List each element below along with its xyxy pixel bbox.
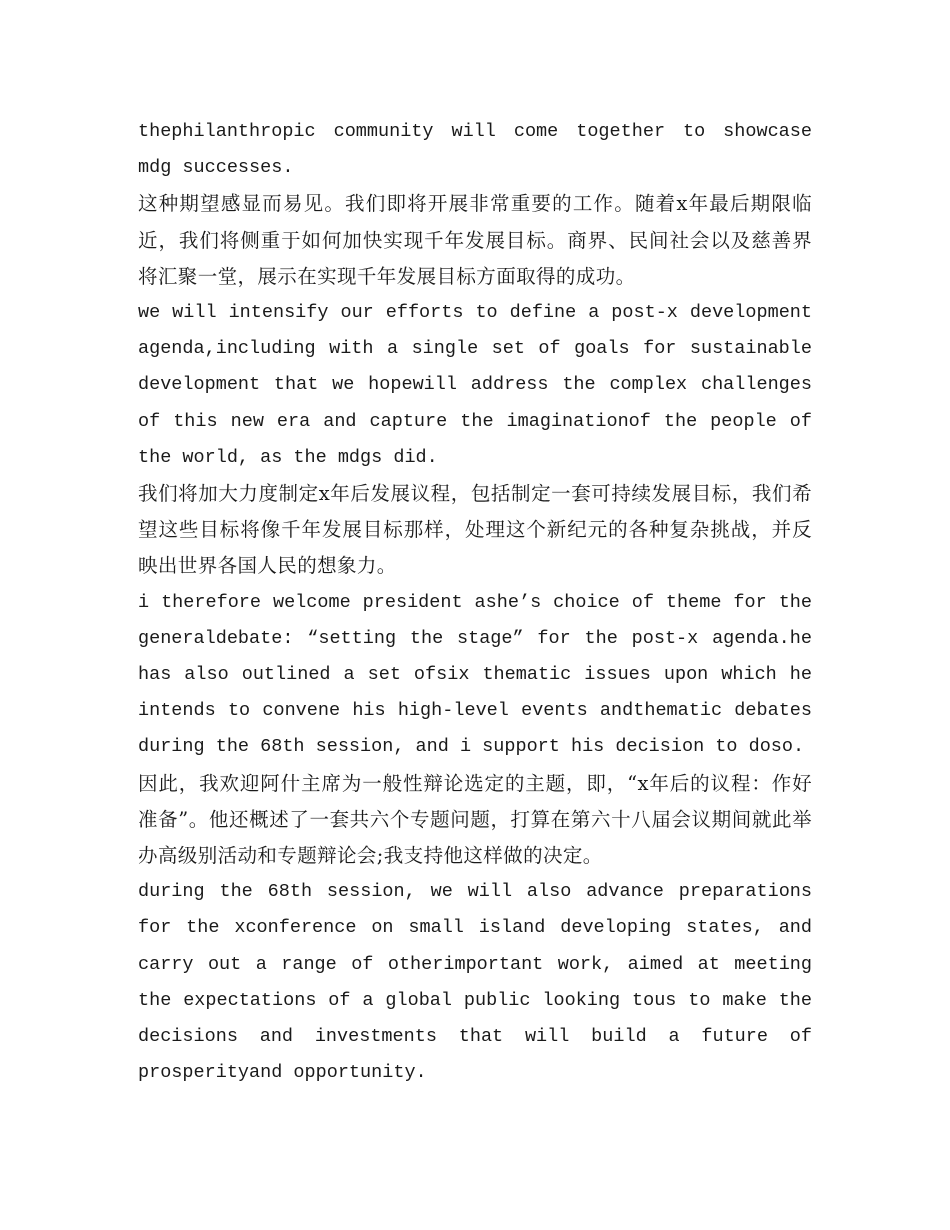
paragraph-chinese: 我们将加大力度制定x年后发展议程，包括制定一套可持续发展目标，我们希望这些目标将像千年发展目标那样，处理这个新纪元的各种复杂挑战，并反映出世界各国人民的想象力。	[138, 482, 812, 578]
paragraph-chinese: 这种期望感显而易见。我们即将开展非常重要的工作。随着x年最后期限临近，我们将侧重于如何加快实现千年发展目标。商界、民间社会以及慈善界将汇聚一堂，展示在实现千年发展目标方面取得的成功。	[138, 192, 812, 288]
paragraph-english: we will intensify our efforts to define a post-x development agenda,including with a single set of goals for sustainable development that we hopewill address the complex challenges of this new era and capture the imaginationof the people of the world, as the mdgs did.	[138, 302, 812, 468]
paragraph-chinese: 因此，我欢迎阿什主席为一般性辩论选定的主题，即，“x年后的议程：作好准备”。他还概述了一套共六个专题问题，打算在第六十八届会议期间就此举办高级别活动和专题辩论会;我支持他这样做的决定。	[138, 771, 812, 868]
paragraph-english: during the 68th session, we will also advance preparations for the xconference on small island developing states, and carry out a range of otherimportant work, aimed at meeting the expectations of a global public looking tous to make the decisions and investments that will build a future of prosperityand opportunity.	[138, 881, 812, 1084]
document-page	[138, 114, 812, 1091]
paragraph-english: i therefore welcome president ashe’s choice of theme for the generaldebate: “setting the stage” for the post-x agenda.he has also outlined a set ofsix thematic issues upon which he intends to convene his high-level events andthematic debates during the 68th session, and i support his decision to doso.	[138, 591, 812, 758]
paragraph-english: thephilanthropic community will come together to showcase mdg successes.	[138, 121, 812, 179]
